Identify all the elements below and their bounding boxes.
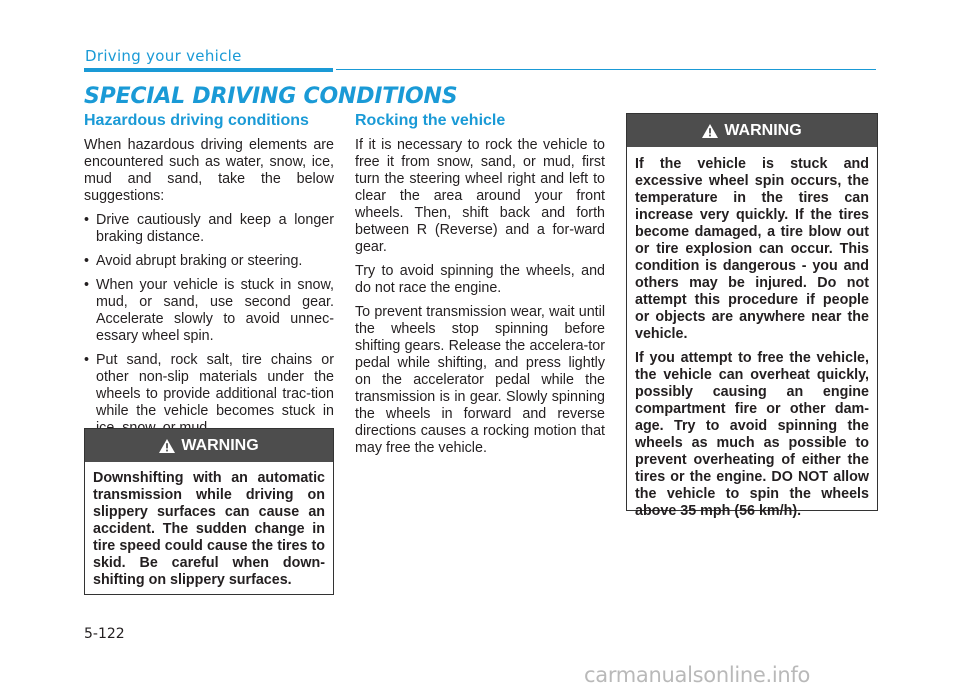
bullet-item: • Put sand, rock salt, tire chains or other non-slip materials under the wheels to provide additional trac-tion while the vehicle becomes stuck in <box>84 352 334 437</box>
watermark: carmanualsonline.info <box>584 663 811 687</box>
warning-header <box>85 429 333 462</box>
hazardous-section <box>84 112 334 444</box>
header-rule-thick <box>84 68 333 72</box>
section-label: Driving your vehicle <box>85 47 242 65</box>
warning-text: If the vehicle is stuck and excessive wheel spin occurs, the temperature in the tires can increase very quickly. If the tires become damaged, a tire blow out or tire explosion can occur. This condition is dangerous - you and others may be injured. Do not attempt this procedure if people or objects are anywhere near the vehicle. <box>635 156 869 342</box>
warning-label: WARNING <box>724 121 802 139</box>
warning-triangle-icon <box>159 439 175 453</box>
header-rule-thin <box>336 69 876 70</box>
warning-triangle-icon <box>702 124 718 138</box>
bullet-item: • Avoid abrupt braking or steering. <box>84 253 334 270</box>
bullet-item: • Drive cautiously and keep a longer braking distance. <box>84 212 334 246</box>
rocking-heading: Rocking the vehicle <box>355 112 506 129</box>
rocking-paragraph: Try to avoid spinning the wheels, and do not race the engine. <box>355 263 605 296</box>
rocking-paragraph: To prevent transmission wear, wait until the wheels stop spinning before shifting gears. Release the accelera-tor pedal while shifting, and press lightly on the accelerator pedal while the transmission is in gear. Slowly spinning the wheels in forward and reverse directions causes a rocking motion that may free the vehicle. <box>355 304 605 456</box>
rocking-paragraph: If it is necessary to rock the vehicle to free it from snow, sand, or mud, first turn the steering wheel right and left to clear the area around your front wheels. Then, shift back and forth between R (Reverse) and a for-ward gear. <box>355 137 605 255</box>
warning-text: Downshifting with an automatic transmission while driving on slippery surfaces can cause an accident. The sudden change in tire speed could cause the tires to skid. Be careful when down-shifting on slippery surfaces. <box>93 470 325 588</box>
warning-text: If you attempt to free the vehicle, the vehicle can overheat quickly, possibly causing an engine compartment fire or other dam-age. Try to avoid spinning the wheels as much as possible to prevent overheating of either the tires or the engine. DO NOT allow the vehicle to spin the wheels above 35 mph (56 km/h). <box>635 350 869 519</box>
warning-label: WARNING <box>181 436 259 454</box>
bullet-item: • When your vehicle is stuck in snow, mud, or sand, use second gear. Accelerate slowly to avoid unnec-essary wheel spin. <box>84 277 334 345</box>
page-title: SPECIAL DRIVING CONDITIONS <box>84 84 458 109</box>
hazardous-heading: Hazardous driving conditions <box>84 112 309 129</box>
warning-header <box>627 114 877 147</box>
hazardous-intro: When hazardous driving elements are encountered such as water, snow, ice, mud and sand, take the below suggestions: <box>84 137 334 204</box>
warning-box-right <box>626 113 878 519</box>
rocking-section <box>355 112 605 464</box>
warning-box-left <box>84 428 334 595</box>
hazardous-bullet-list <box>84 212 334 437</box>
page-number: 5-122 <box>84 626 125 642</box>
